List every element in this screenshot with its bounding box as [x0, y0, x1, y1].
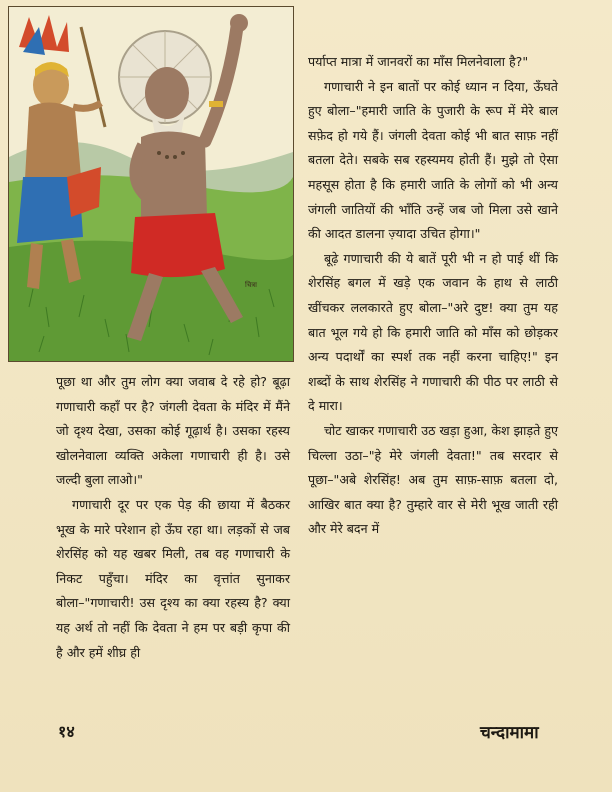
paragraph: चोट खाकर गणाचारी उठ खड़ा हुआ, केश झाड़ते हुए चिल्ला उठा–"हे मेरे जंगली देवता!" तब सरदार से पूछा–"अबे शेरसिंह! अब तुम साफ़-साफ़ बतला दो, आखिर बात क्या है? तुम्हारे वार से मेरी भूख जाती रही और मेरे बदन में — [308, 422, 558, 537]
page-number: १४ — [58, 722, 75, 741]
paragraph: पर्याप्त मात्रा में जानवरों का माँस मिलनेवाला है?" — [308, 54, 529, 69]
paragraph: गणाचारी दूर पर एक पेड़ की छाया में बैठकर भूख के मारे परेशान हो ऊँघ रहा था। लड़कों से जब शेरसिंह को यह खबर मिली, तब वह गणाचारी के निकट पहुँचा। मंदिर का वृत्तांत सुनाकर बोला–"गणाचारी! उस दृश्य का क्या रहस्य है? क्या यह अर्थ तो नहीं कि देवता ने हम पर बड़ी कृपा की है और हमें शीघ्र ही — [56, 496, 290, 660]
story-illustration — [8, 6, 294, 362]
paragraph: गणाचारी ने इन बातों पर कोई ध्यान न दिया, ऊँघते हुए बोला–"हमारी जाति के पुजारी के रूप में मेरे बाल सफ़ेद हो गये हैं। जंगली देवता कोई भी बात साफ़ नहीं बतला देते। सबके सब रहस्यमय होती हैं। मुझे तो ऐसा महसूस होता है कि हमारी जाति के लोगों को भी अन्य जंगली जातियों की भाँति उन्हें जब जो मिला उसे खाने की आदत डालना ज़्यादा उचित होगा।" — [308, 78, 558, 242]
paragraph: बूढ़े गणाचारी की ये बातें पूरी भी न हो पाई थीं कि शेरसिंह बगल में खड़े एक जवान के हाथ से लाठी खींचकर ललकारते हुए बोला–"अरे दुष्ट! क्या तुम यह बात भूल गये हो कि हमारी जाति को माँस को छोड़कर अन्य पदार्थों का स्पर्श तक नहीं करना चाहिए!" इन शब्दों के साथ शेरसिंह ने गणाचारी की पीठ पर लाठी से दे मारा। — [308, 250, 558, 414]
left-column-text — [56, 370, 290, 665]
paragraph: पूछा था और तुम लोग क्या जवाब दे रहे हो? बूढ़ा गणाचारी कहाँ पर है? जंगली देवता के मंदिर में मैंने जो दृश्य देखा, उसका कोई गूढ़ार्थ है। उसका रहस्य खोलनेवाला व्यक्ति अकेला गणाचारी ही है। उसे जल्दी बुला लाओ।" — [56, 374, 290, 488]
magazine-name: चन्दामामा — [480, 723, 539, 743]
right-column-text — [308, 50, 558, 542]
artist-signature: चित्रा — [245, 281, 257, 289]
